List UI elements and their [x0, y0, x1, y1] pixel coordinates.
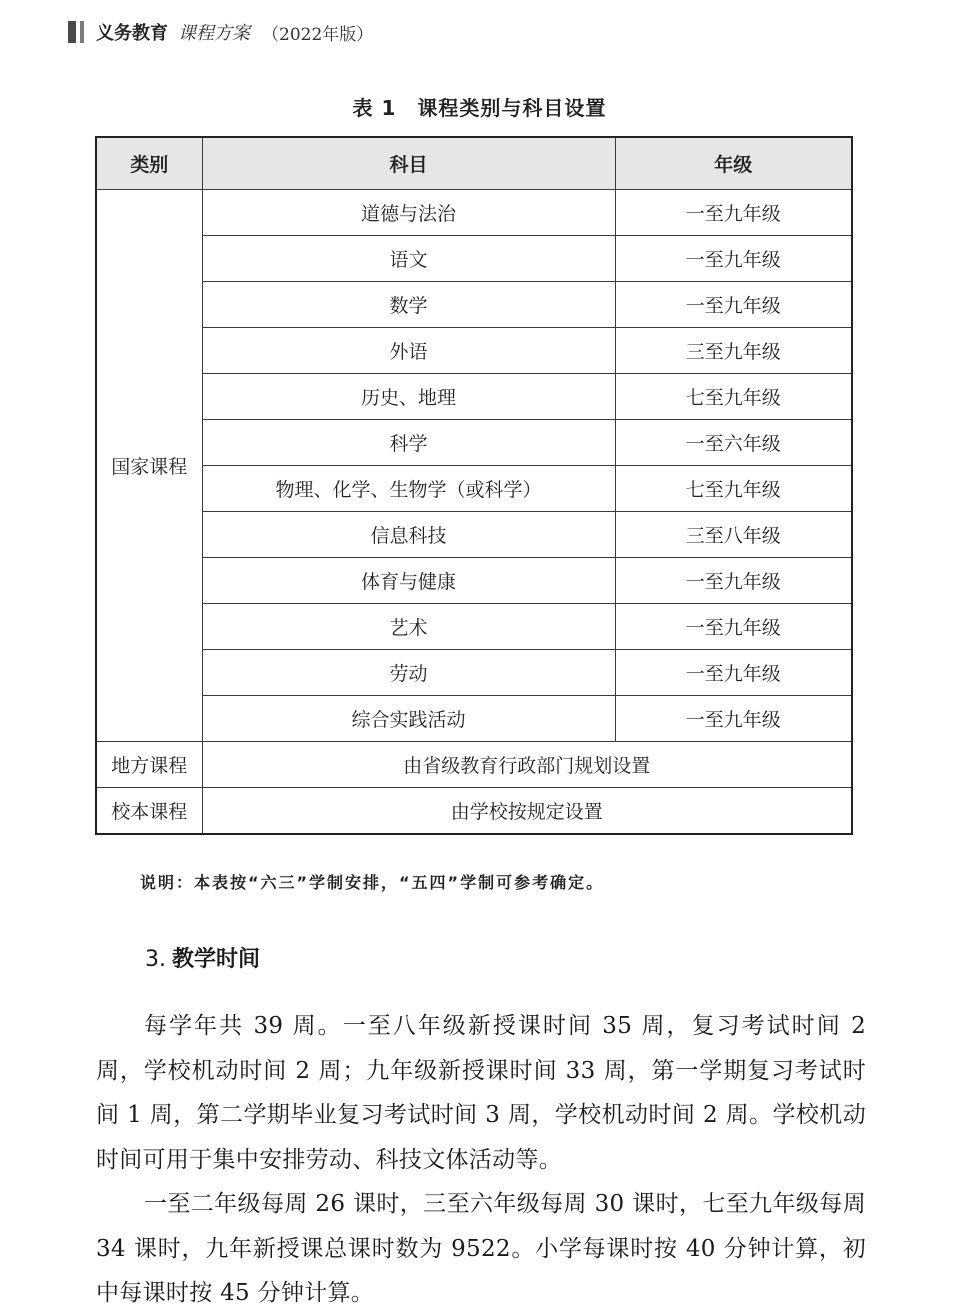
subject-cell: 劳动 — [202, 650, 615, 696]
local-course-text: 由省级教育行政部门规划设置 — [202, 742, 852, 788]
school-course-label: 校本课程 — [96, 788, 202, 835]
table-row-local — [96, 742, 852, 788]
grade-cell: 七至九年级 — [615, 466, 852, 512]
table-row — [96, 650, 852, 696]
table-row-school — [96, 788, 852, 835]
national-course-label: 国家课程 — [96, 190, 202, 742]
header-series: 义务教育 — [96, 23, 168, 44]
subject-cell: 语文 — [202, 236, 615, 282]
grade-cell: 三至八年级 — [615, 512, 852, 558]
grade-cell: 一至九年级 — [615, 696, 852, 742]
grade-cell: 一至六年级 — [615, 420, 852, 466]
local-course-label: 地方课程 — [96, 742, 202, 788]
table-row — [96, 696, 852, 742]
grade-cell: 一至九年级 — [615, 650, 852, 696]
header-edition: （2022年版） — [262, 24, 374, 45]
table-row — [96, 420, 852, 466]
subject-cell: 物理、化学、生物学（或科学） — [202, 466, 615, 512]
section-title: 教学时间 — [172, 947, 261, 972]
grade-cell: 七至九年级 — [615, 374, 852, 420]
subject-cell: 信息科技 — [202, 512, 615, 558]
section-heading — [145, 942, 260, 973]
header-category: 类别 — [96, 137, 202, 190]
header-bar-decoration — [68, 21, 76, 43]
subject-cell: 历史、地理 — [202, 374, 615, 420]
table-row — [96, 190, 852, 236]
subject-cell: 艺术 — [202, 604, 615, 650]
table-row — [96, 328, 852, 374]
grade-cell: 一至九年级 — [615, 604, 852, 650]
header-book-title: 课程方案 — [178, 23, 250, 44]
running-header — [68, 18, 373, 46]
paragraph: 一至二年级每周 26 课时，三至六年级每周 30 课时，七至九年级每周 34 课时，九年新授课总课时数为 9522。小学每课时按 40 分钟计算，初中每课时按 45 分钟计算。 — [96, 1191, 866, 1306]
grade-cell: 三至九年级 — [615, 328, 852, 374]
grade-cell: 一至九年级 — [615, 236, 852, 282]
header-subject: 科目 — [202, 137, 615, 190]
table-row — [96, 282, 852, 328]
grade-cell: 一至九年级 — [615, 282, 852, 328]
subject-cell: 体育与健康 — [202, 558, 615, 604]
subject-cell: 数学 — [202, 282, 615, 328]
section-number: 3. — [145, 947, 166, 972]
subject-cell: 外语 — [202, 328, 615, 374]
school-course-text: 由学校按规定设置 — [202, 788, 852, 835]
subject-cell: 科学 — [202, 420, 615, 466]
table-row — [96, 466, 852, 512]
subject-cell: 综合实践活动 — [202, 696, 615, 742]
paragraph: 每学年共 39 周。一至八年级新授课时间 35 周，复习考试时间 2 周，学校机动时间 2 周；九年级新授课时间 33 周，第一学期复习考试时间 1 周，第二学期毕业复习考试时间 3 周，学校机动时间 2 周。学校机动时间可用于集中安排劳动、科技文体活动等。 — [96, 1013, 866, 1173]
curriculum-table — [95, 136, 853, 835]
grade-cell: 一至九年级 — [615, 190, 852, 236]
table-note: 说明：本表按“六三”学制安排，“五四”学制可参考确定。 — [140, 873, 605, 892]
table-row — [96, 512, 852, 558]
table-caption: 表 1 课程类别与科目设置 — [352, 96, 607, 120]
header-bar-decoration — [80, 21, 84, 43]
table-row — [96, 236, 852, 282]
grade-cell: 一至九年级 — [615, 558, 852, 604]
subject-cell: 道德与法治 — [202, 190, 615, 236]
table-row — [96, 558, 852, 604]
table-row — [96, 604, 852, 650]
header-grade: 年级 — [615, 137, 852, 190]
table-header-row — [96, 137, 852, 190]
table-row — [96, 374, 852, 420]
